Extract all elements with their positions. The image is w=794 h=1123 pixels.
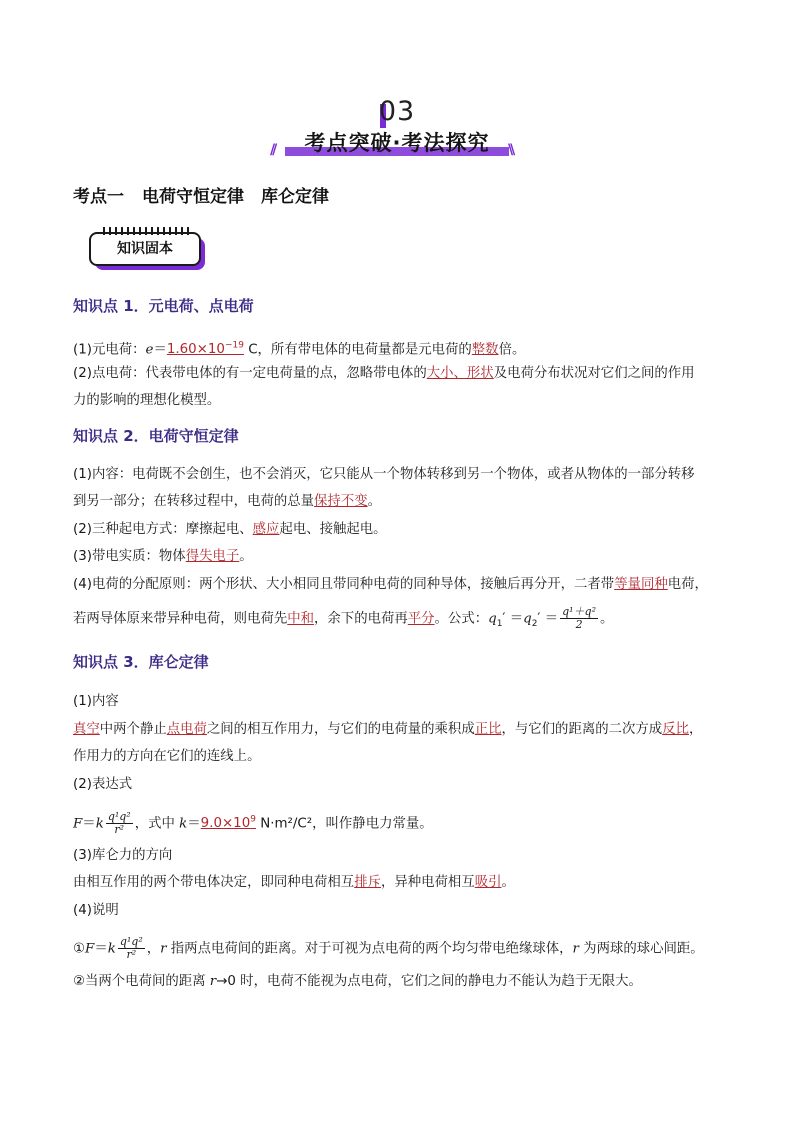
- section-heading-title: 电荷守恒定律 库仑定律: [142, 187, 329, 207]
- section-banner: [0, 92, 794, 164]
- coulomb-fraction: $\frac{\text{q¹q²}}{\text{r²}}$: [107, 809, 131, 836]
- badge-label: 知识固本: [89, 232, 201, 266]
- banner-slash-left: //: [270, 142, 275, 158]
- s2-line-6: 若两导体原来带异种电荷，则电荷先中和，余下的电荷再平分。公式：$q_1' =q_2'$ ＝ $\frac{\text{q¹＋q²}}{2}$ 。: [73, 605, 614, 631]
- s3-line-2: 作用力的方向在它们的连线上。: [73, 749, 261, 764]
- badge-rings: [103, 227, 189, 235]
- s3-line-5: ①F＝k $\frac{\text{q¹q²}}{\text{r²}}$ ，r 指两点电荷间的距离。对于可视为点电荷的两个均匀带电绝缘球体，r 为两球的球心间距。: [73, 935, 704, 961]
- point-heading-1: 知识点 1．元电荷、点电荷: [73, 297, 254, 315]
- s2-line-5: (4)电荷的分配原则：两个形状、大小相同且带同种电荷的同种导体，接触后再分开，二者带等量同种电荷，: [73, 577, 708, 592]
- charge-split-fraction: $\frac{\text{q¹＋q²}}{2}$: [562, 605, 597, 631]
- s3-line-3: F＝k $\frac{\text{q¹q²}}{\text{r²}}$ ，式中 $k=9.0\times 10^9$ N·m²/C²，叫作静电力常量。: [73, 809, 433, 836]
- s3-heading-1: (1)内容: [73, 694, 119, 709]
- point-heading-2: 知识点 2．电荷守恒定律: [73, 427, 239, 445]
- coulomb-fraction-note: $\frac{\text{q¹q²}}{\text{r²}}$: [119, 935, 143, 961]
- banner-number: 03: [378, 96, 416, 127]
- section-heading: [73, 182, 347, 207]
- s3-line-6: ②当两个电荷间的距离 r→0 时，电荷不能视为点电荷，它们之间的静电力不能认为趋于无限大。: [73, 974, 642, 989]
- s2-line-2: 到另一部分；在转移过程中，电荷的总量保持不变。: [73, 494, 381, 509]
- point-heading-3: 知识点 3．库仑定律: [73, 653, 209, 671]
- s3-heading-4: (4)说明: [73, 903, 119, 918]
- s3-heading-2: (2)表达式: [73, 777, 133, 792]
- s2-line-3: (2)三种起电方式：摩擦起电、感应起电、接触起电。: [73, 522, 387, 537]
- banner-title: 考点突破·考法探究: [304, 131, 490, 155]
- banner-slash-right: \\: [508, 142, 513, 158]
- s1-line-2: (2)点电荷：代表带电体的有一定电荷量的点，忽略带电体的大小、形状及电荷分布状况对它们之间的作用: [73, 366, 695, 381]
- knowledge-badge: [89, 230, 207, 272]
- s2-line-1: (1)内容：电荷既不会创生，也不会消灭，它只能从一个物体转移到另一个物体，或者从物体的一部分转移: [73, 467, 695, 482]
- s1-line-3: 力的影响的理想化模型。: [73, 393, 221, 408]
- s2-line-4: (3)带电实质：物体得失电子。: [73, 549, 253, 564]
- s3-line-1: 真空中两个静止点电荷之间的相互作用力，与它们的电荷量的乘积成正比，与它们的距离的二次方成反比，: [73, 722, 703, 737]
- section-heading-label: 考点一: [73, 187, 124, 207]
- s3-heading-3: (3)库仑力的方向: [73, 848, 173, 863]
- s1-line-1: (1)元电荷：$e=1.60\times 10^{-19}$ C，所有带电体的电荷量都是元电荷的整数倍。: [73, 341, 526, 358]
- s3-line-4: 由相互作用的两个带电体决定，即同种电荷相互排斥，异种电荷相互吸引。: [73, 875, 515, 890]
